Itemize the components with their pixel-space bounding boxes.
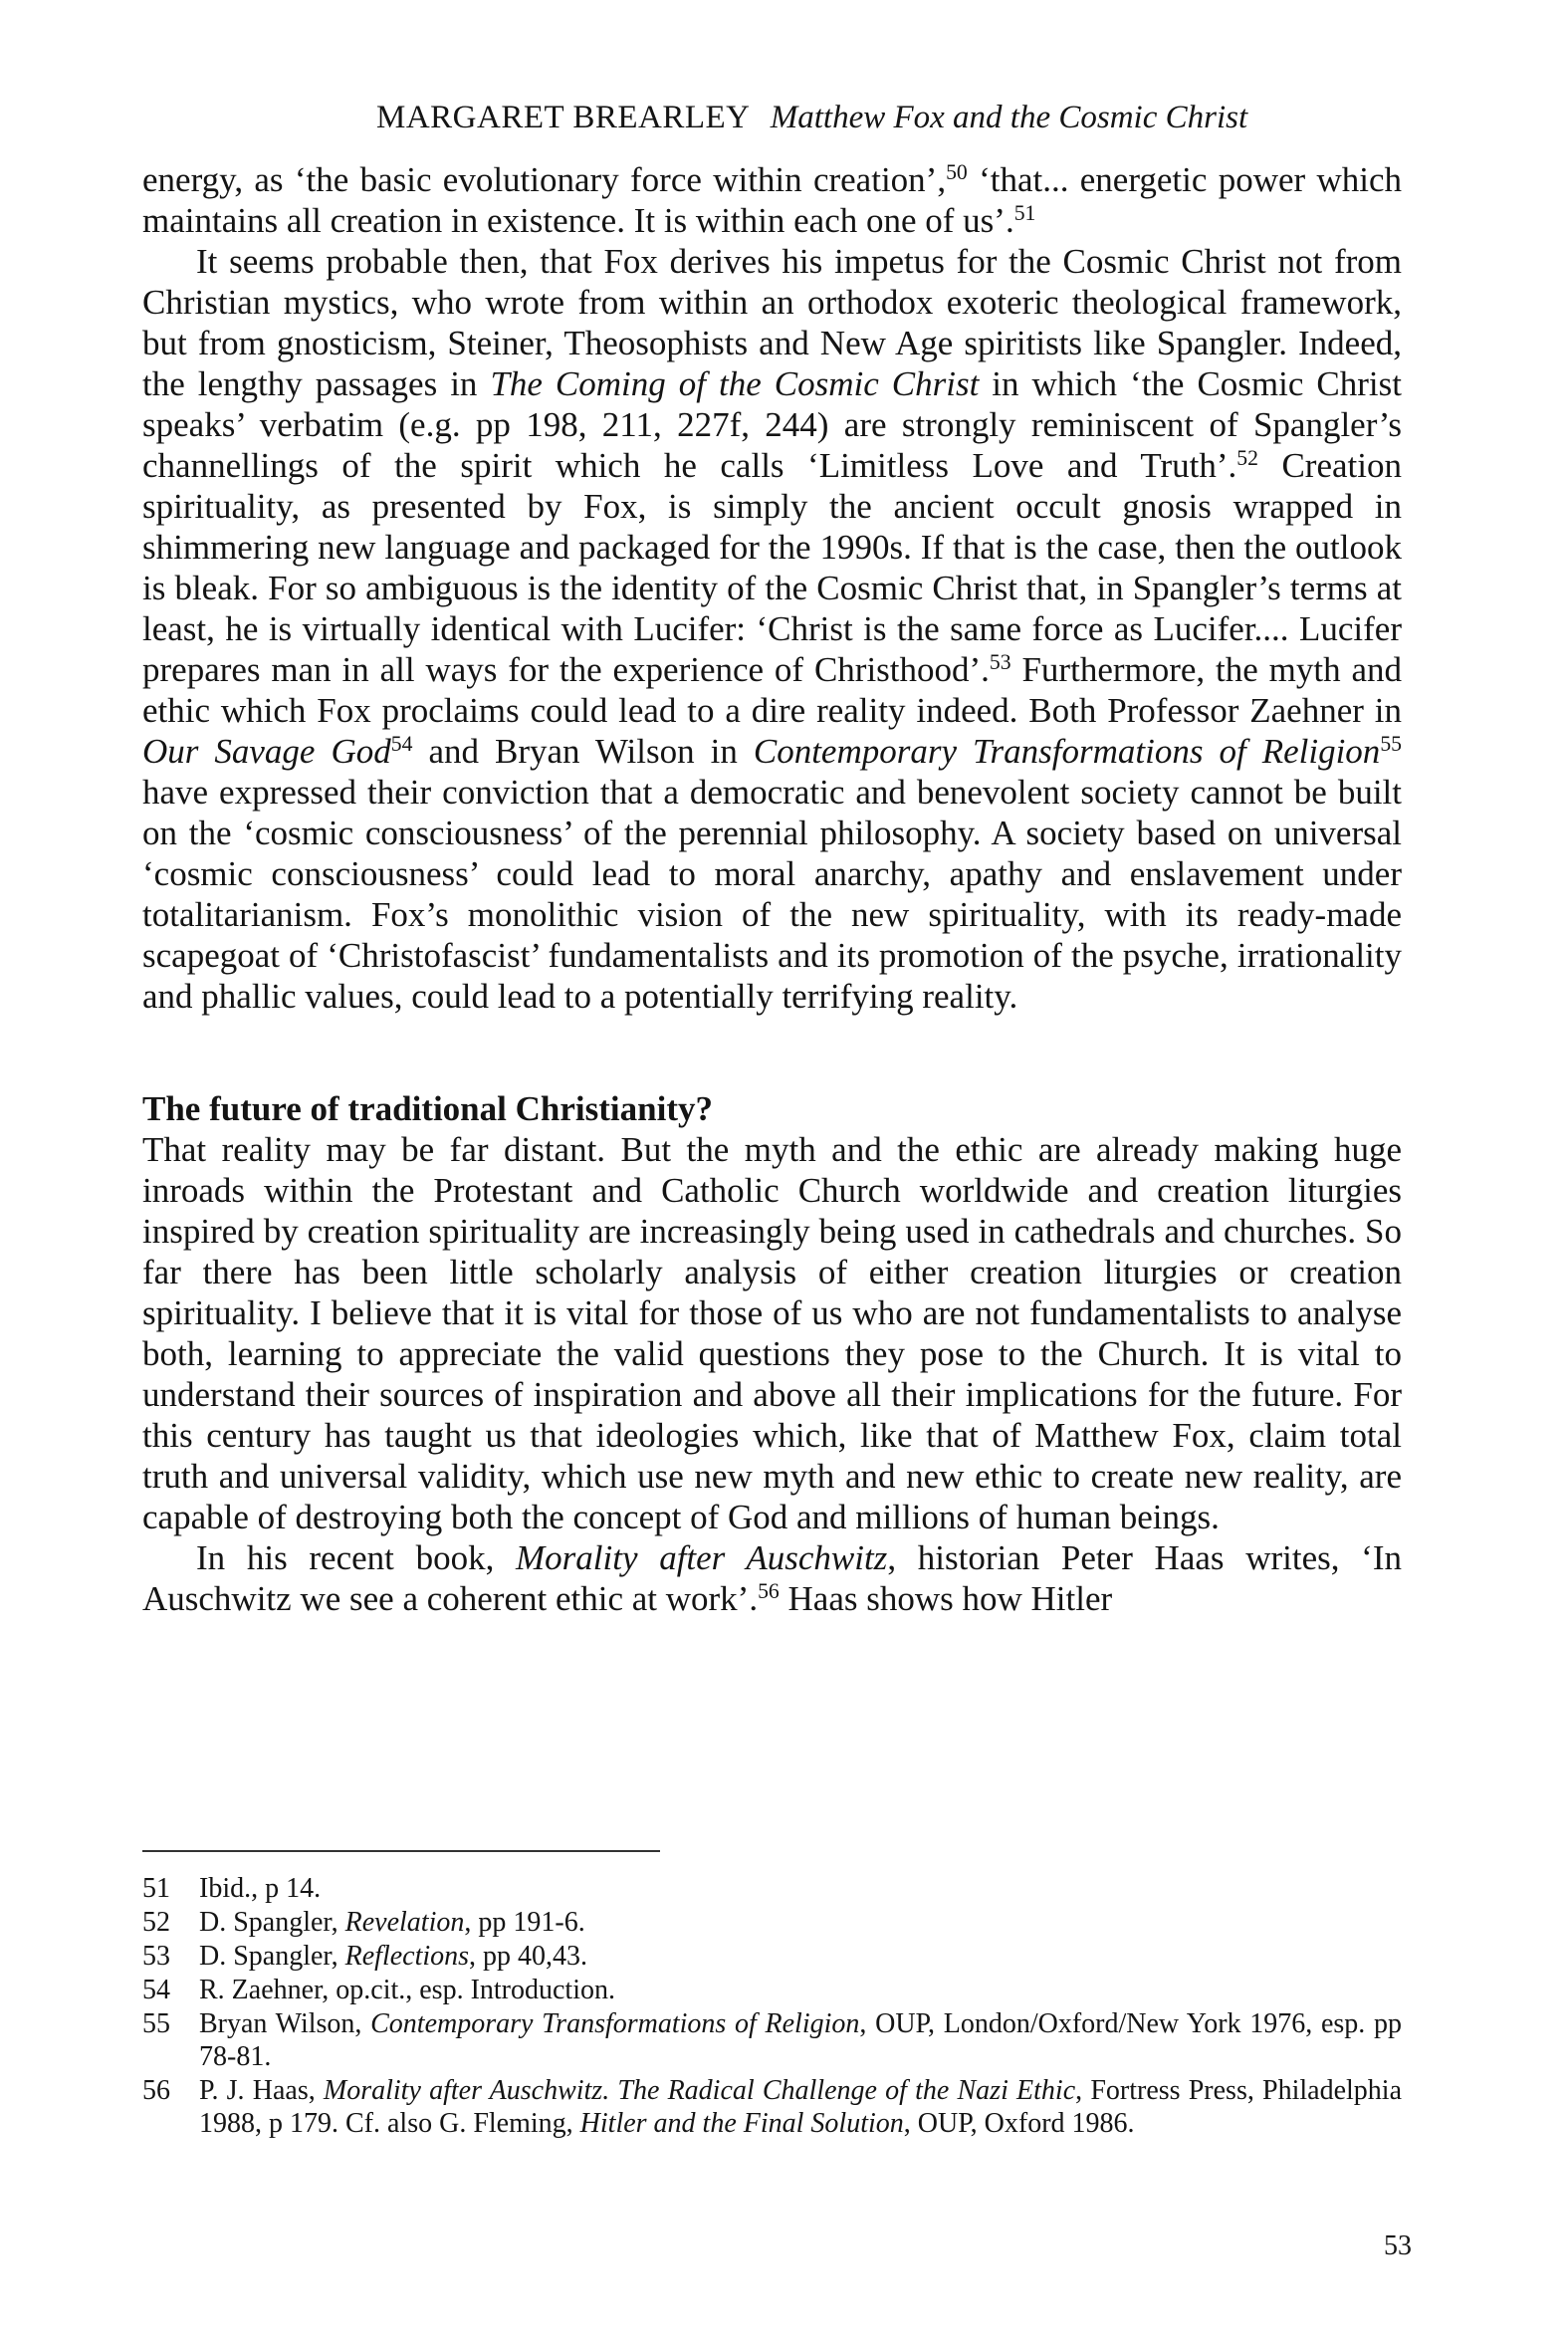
running-head-author: MARGARET BREARLEY [376,100,751,135]
italic-title: Revelation [344,1907,465,1938]
footnote-number: 56 [142,2075,170,2106]
italic-title: Reflections [344,1941,470,1972]
text-run: energy, as ‘the basic evolutionary force within creation’, [142,160,947,199]
italic-title: Contemporary Transformations of Religion [370,2008,860,2039]
paragraph [142,159,1402,241]
footnote-ref: 53 [989,650,1011,675]
footnote [142,1872,1402,1905]
footnote-ref: 56 [758,1579,780,1604]
paragraph [142,241,1402,1017]
running-head [376,98,1372,137]
footnote-rule [142,1850,660,1852]
footnote [142,2074,1402,2140]
italic-title: Morality after Auschwitz. The Radical Challenge of the Nazi Ethic [323,2075,1076,2106]
text-run: Haas shows how Hitler [779,1579,1113,1618]
footnote-text [199,1974,1402,2006]
text-run: It seems probable then, that Fox derives his impetus for the Cosmic Christ not from Christian mystics, who wrote from within an orthodox exoteric theological framework, but from gnosticism, Steiner, Theosophists and New Age spiritists like Spangler. Indeed, the lengthy passages in [142,242,1402,403]
footnote-number: 52 [142,1907,170,1938]
italic-title: The Coming of the Cosmic Christ [490,364,980,403]
text-run: and Bryan Wilson in [412,732,754,771]
text-run: , OUP, Oxford 1986. [903,2108,1135,2139]
italic-title: Hitler and the Final Solution [579,2108,904,2139]
text-run: D. Spangler, [199,1907,345,1938]
footnote-text [199,1940,1402,1973]
footnote-ref: 50 [946,160,968,185]
text-run: In his recent book, [196,1538,517,1577]
text-run: , historian Peter Haas writes, ‘In Auschwitz we see a coherent ethic at work’. [142,1538,1402,1618]
footnotes [142,1872,1402,2141]
text-run: have expressed their conviction that a democratic and benevolent society cannot be built on the ‘cosmic consciousness’ of the perennial philosophy. A society based on universal ‘cosmic consciousness’ could lead to moral anarchy, apathy and enslavement under totalitarianism. Fox’s monolithic vision of the new spirituality, with its ready-made scapegoat of ‘Christofascist’ fundamentalists and its promotion of the psyche, irrationality and phallic values, could lead to a potentially terrifying reality. [142,773,1402,1016]
footnote-number: 51 [142,1873,170,1904]
footnote-text [199,2007,1402,2073]
text-run: ‘that... energetic power which maintains all creation in existence. It is within each one of us’. [142,160,1403,240]
text-run: Ibid., p 14. [199,1873,322,1904]
text-run: in which ‘the Cosmic Christ speaks’ verbatim (e.g. pp 198, 211, 227f, 244) are strongly reminiscent of Spangler’s channellings of the spirit which he calls ‘Limitless Love and Truth’. [142,364,1402,485]
footnote-number: 55 [142,2008,170,2039]
footnote-number: 54 [142,1975,170,2005]
footnote [142,2007,1402,2073]
footnote-ref: 55 [1380,732,1402,757]
text-run: , Fortress Press, Philadelphia 1988, p 179. Cf. also G. Fleming, [199,2075,1402,2139]
body-text [142,159,1402,1619]
paragraph [142,1537,1402,1619]
running-head-title: Matthew Fox and the Cosmic Christ [770,100,1248,135]
footnote-ref: 51 [1013,201,1036,226]
italic-title: Contemporary Transformations of Religion [753,732,1381,771]
text-run: Furthermore, the myth and ethic which Fox proclaims could lead to a dire reality indeed. Both Professor Zaehner in [142,650,1402,730]
footnote-text [199,1906,1402,1939]
footnote-ref: 52 [1236,446,1258,471]
footnote-text [199,2074,1402,2140]
footnote [142,1940,1402,1973]
page-number: 53 [1384,2230,1412,2261]
text-run: , pp 191-6. [464,1907,585,1938]
text-run: Creation spirituality, as presented by Fox, is simply the ancient occult gnosis wrapped in shimmering new language and packaged for the 1990s. If that is the case, then the outlook is bleak. For so ambiguous is the identity of the Cosmic Christ that, in Spangler’s terms at least, he is virtually identical with Lucifer: ‘Christ is the same force as Lucifer.... Lucifer prepares man in all ways for the experience of Christhood’. [142,446,1402,689]
text-run: , OUP, London/Oxford/New York 1976, esp. pp 78-81. [199,2008,1402,2072]
footnote-number: 53 [142,1941,170,1972]
footnote [142,1906,1402,1939]
footnote-text [199,1872,1402,1905]
footnote [142,1974,1402,2006]
text-run: P. J. Haas, [199,2075,324,2106]
text-run: D. Spangler, [199,1941,345,1972]
text-run: , pp 40,43. [469,1941,588,1972]
paragraph [142,1129,1402,1537]
italic-title: Our Savage God [142,732,391,771]
italic-title: Morality after Auschwitz [516,1538,888,1577]
section-heading: The future of traditional Christianity? [142,1089,713,1128]
text-run: R. Zaehner, op.cit., esp. Introduction. [199,1975,615,2005]
footnote-ref: 54 [390,732,413,757]
text-run: That reality may be far distant. But the myth and the ethic are already making huge inroads within the Protestant and Catholic Church worldwide and creation liturgies inspired by creation spirituality are increasingly being used in cathedrals and churches. So far there has been little scholarly analysis of either creation liturgies or creation spirituality. I believe that it is vital for those of us who are not fundamentalists to analyse both, learning to appreciate the valid questions they pose to the Church. It is vital to understand their sources of inspiration and above all their implications for the future. For this century has taught us that ideologies which, like that of Matthew Fox, claim total truth and universal validity, which use new myth and new ethic to create new reality, are capable of destroying both the concept of God and millions of human beings. [142,1130,1402,1536]
text-run: Bryan Wilson, [199,2008,371,2039]
